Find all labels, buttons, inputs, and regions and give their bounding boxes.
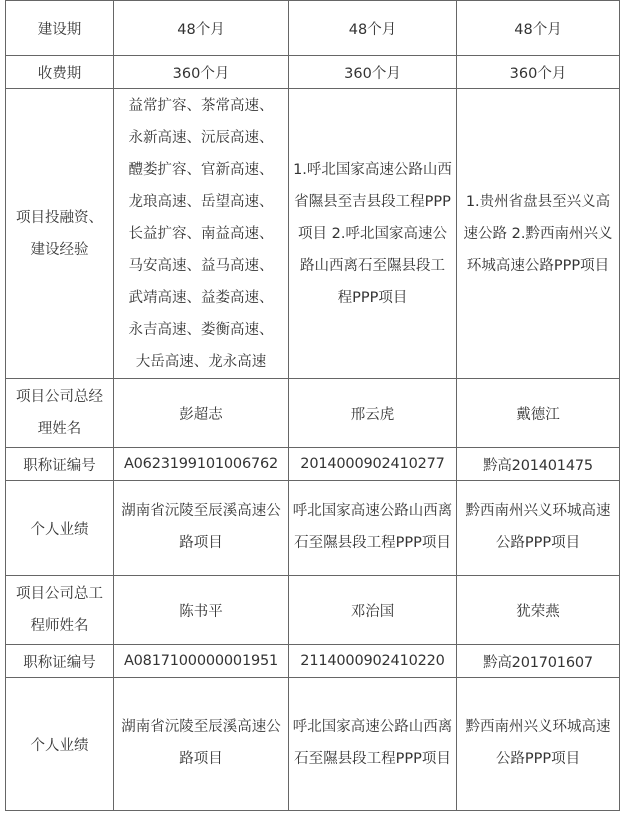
table-cell: 48个月 <box>289 1 457 56</box>
table-row <box>6 379 620 448</box>
table-cell: 360个月 <box>289 56 457 89</box>
row-label: 建设期 <box>6 1 114 56</box>
row-label: 项目公司总工程师姓名 <box>6 576 114 645</box>
table-row <box>6 1 620 56</box>
table-cell: 黔西南州兴义环城高速公路PPP项目 <box>457 678 620 811</box>
table-cell: 黔高201701607 <box>457 645 620 678</box>
table-cell: 益常扩容、茶常高速、永新高速、沅辰高速、醴娄扩容、官新高速、龙琅高速、岳望高速、长益扩容、南益高速、马安高速、益马高速、武靖高速、益娄高速、永吉高速、娄衡高速、大岳高速、龙永高速 <box>114 89 289 379</box>
table-row <box>6 481 620 576</box>
table-cell: 1.贵州省盘县至兴义高速公路 2.黔西南州兴义环城高速公路PPP项目 <box>457 89 620 379</box>
row-label: 职称证编号 <box>6 645 114 678</box>
row-label: 收费期 <box>6 56 114 89</box>
table-row <box>6 645 620 678</box>
row-label: 个人业绩 <box>6 678 114 811</box>
table-cell: 360个月 <box>114 56 289 89</box>
table-cell: 陈书平 <box>114 576 289 645</box>
row-label: 职称证编号 <box>6 448 114 481</box>
table-cell: 2014000902410277 <box>289 448 457 481</box>
table-cell: 黔西南州兴义环城高速公路PPP项目 <box>457 481 620 576</box>
table-cell: 黔高201401475 <box>457 448 620 481</box>
table-cell: 呼北国家高速公路山西离石至隰县段工程PPP项目 <box>289 678 457 811</box>
table-cell: 戴德江 <box>457 379 620 448</box>
table-cell: 呼北国家高速公路山西离石至隰县段工程PPP项目 <box>289 481 457 576</box>
table-cell: A0817100000001951 <box>114 645 289 678</box>
row-label: 项目投融资、建设经验 <box>6 89 114 379</box>
table-cell: 湖南省沅陵至辰溪高速公路项目 <box>114 678 289 811</box>
table-row <box>6 56 620 89</box>
table-cell: 邓治国 <box>289 576 457 645</box>
row-label: 个人业绩 <box>6 481 114 576</box>
comparison-table <box>5 0 620 811</box>
table-cell: 1.呼北国家高速公路山西省隰县至吉县段工程PPP项目 2.呼北国家高速公路山西离石至隰县段工程PPP项目 <box>289 89 457 379</box>
table-cell: 48个月 <box>457 1 620 56</box>
table-cell: 360个月 <box>457 56 620 89</box>
table-cell: 犹荣燕 <box>457 576 620 645</box>
table-cell: 彭超志 <box>114 379 289 448</box>
table-cell: 湖南省沅陵至辰溪高速公路项目 <box>114 481 289 576</box>
table-cell: A0623199101006762 <box>114 448 289 481</box>
table-cell: 2114000902410220 <box>289 645 457 678</box>
row-label: 项目公司总经理姓名 <box>6 379 114 448</box>
table-row <box>6 89 620 379</box>
table-row <box>6 448 620 481</box>
table-row <box>6 576 620 645</box>
table-cell: 邢云虎 <box>289 379 457 448</box>
table-cell: 48个月 <box>114 1 289 56</box>
table-row <box>6 678 620 811</box>
